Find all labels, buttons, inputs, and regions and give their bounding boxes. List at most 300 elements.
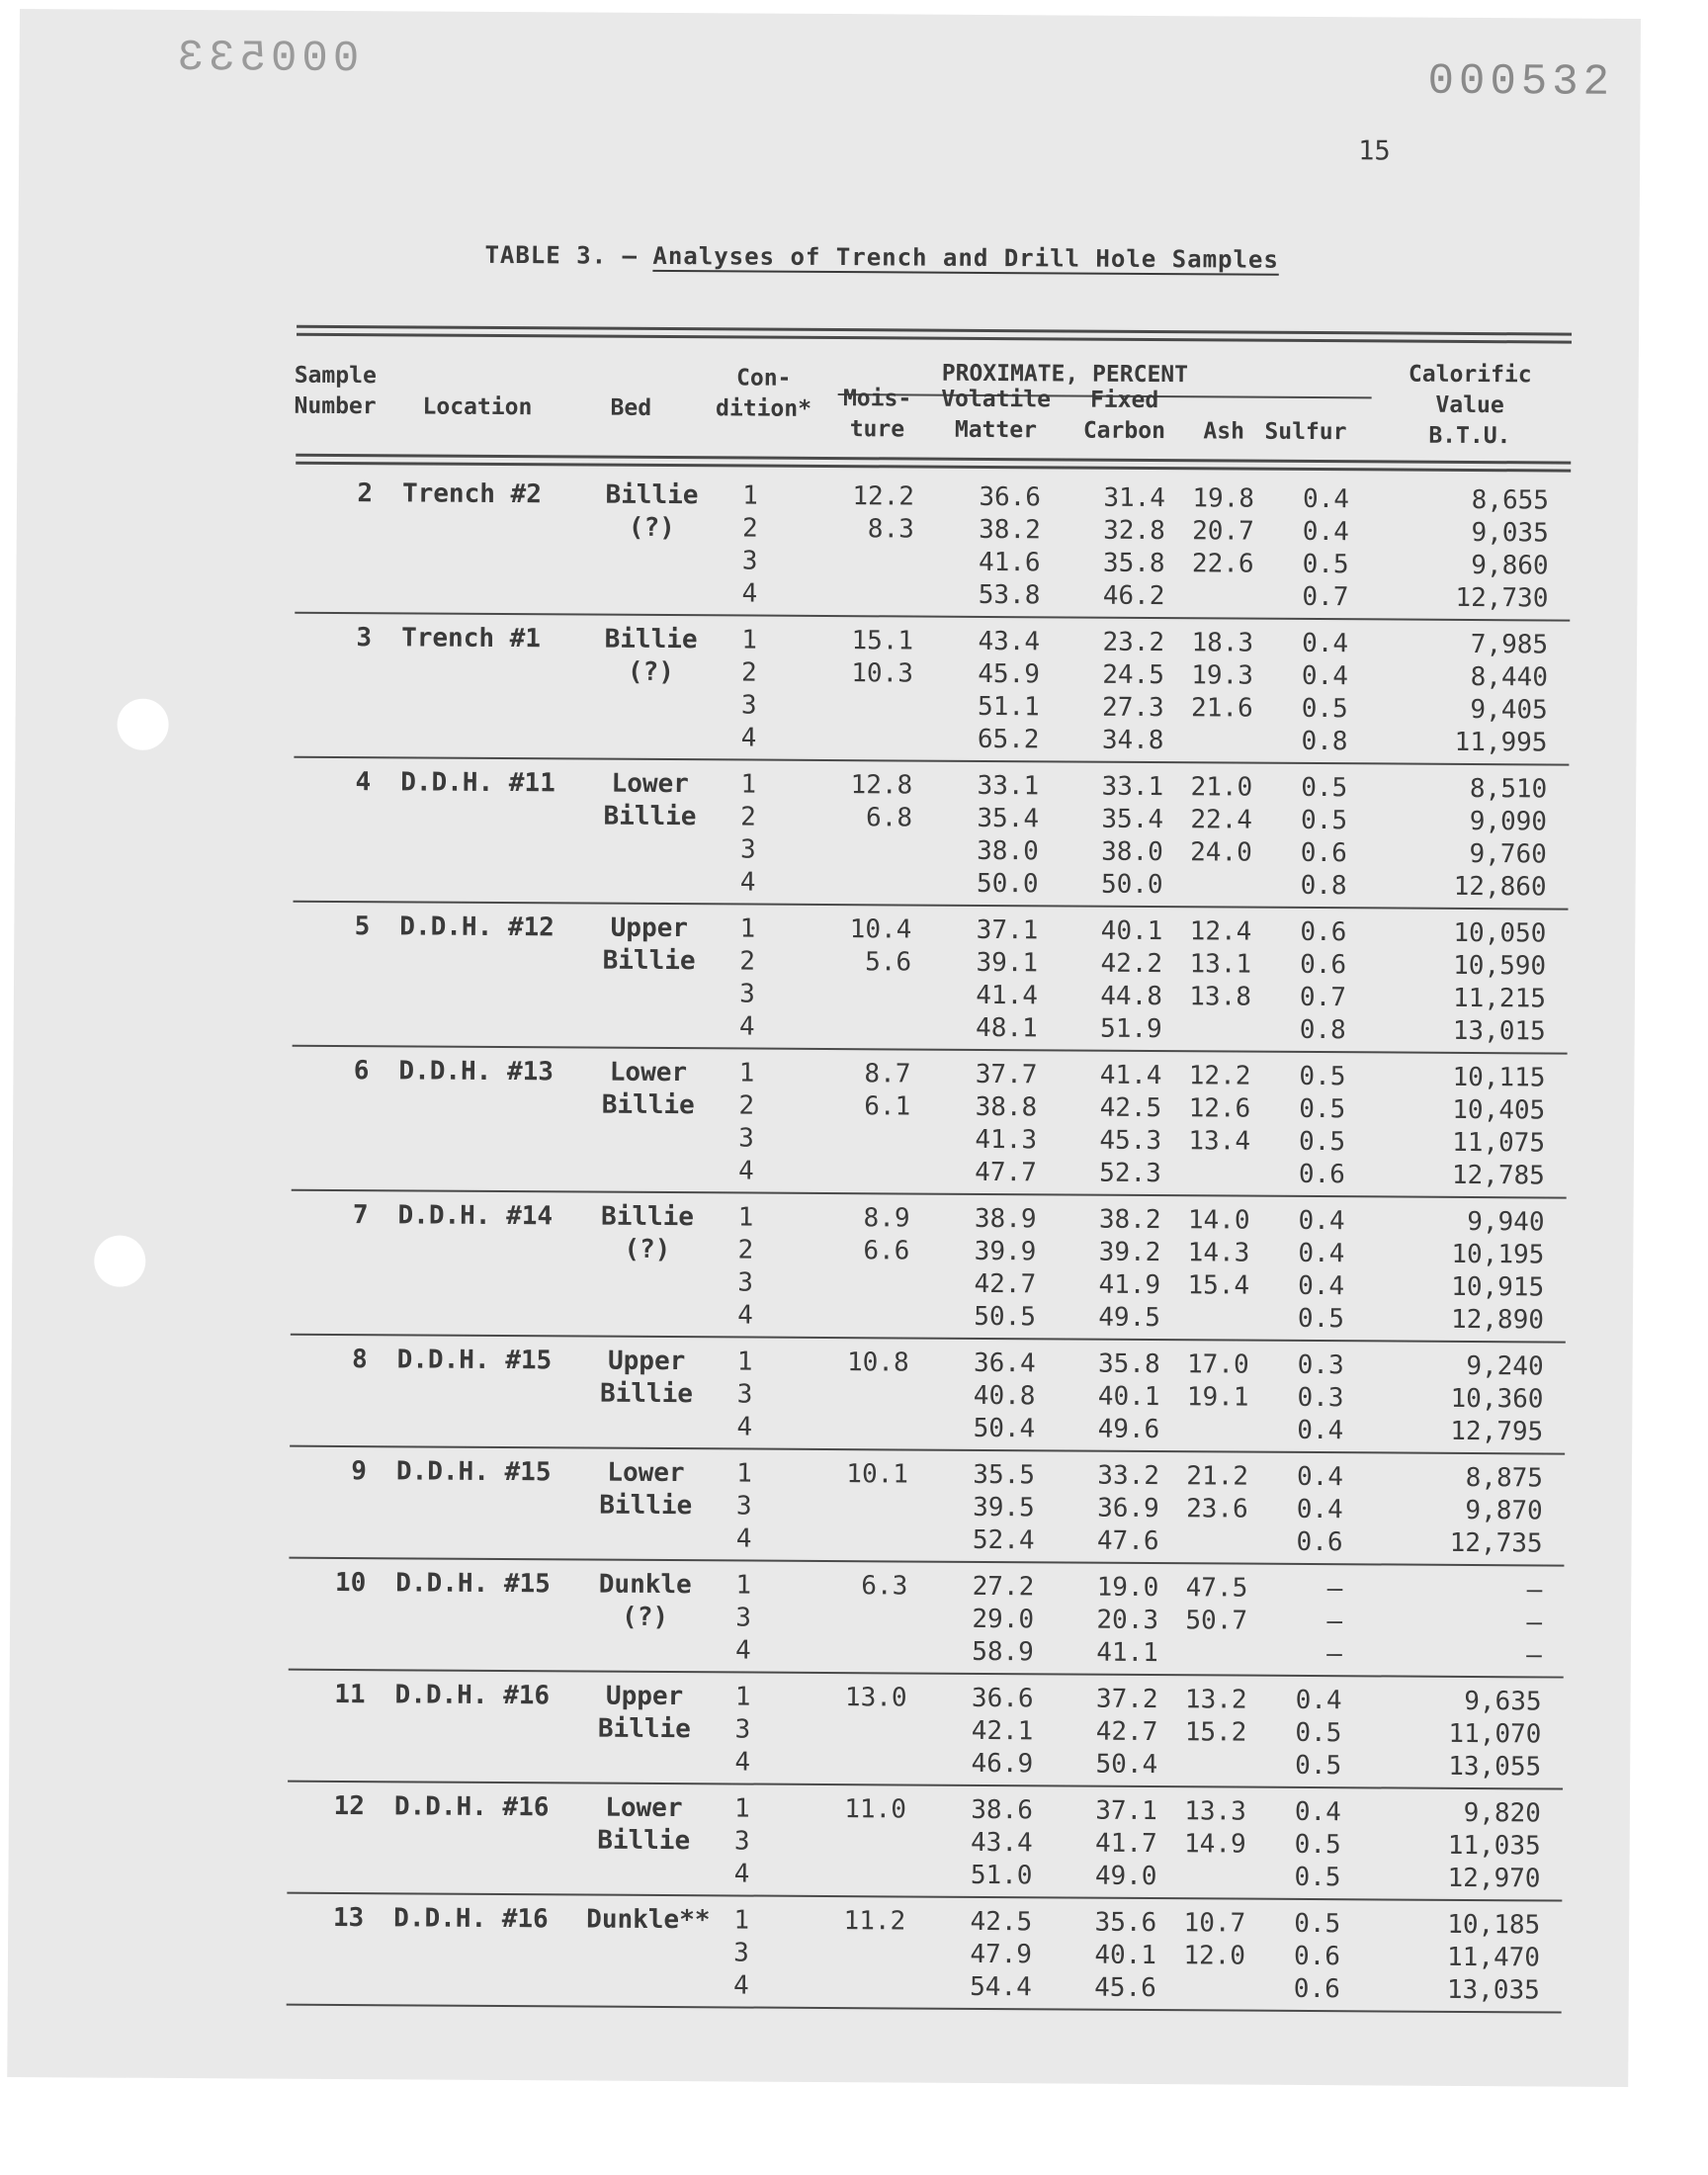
ash-cell: 13.2 (1184, 1685, 1247, 1715)
btu-cell: 12,730 (1455, 582, 1549, 614)
volatile-cell: 38.9 (974, 1203, 1037, 1235)
condition-cell: 3 (737, 1267, 754, 1298)
bed-cell: Billie (601, 1089, 695, 1121)
bed-cell: Upper (610, 913, 689, 944)
btu-cell: — (1526, 1575, 1543, 1606)
location-cell: D.D.H. #16 (393, 1791, 550, 1823)
moisture-cell (820, 1635, 907, 1636)
fixed-carbon-cell: 40.1 (1100, 915, 1163, 947)
bed-cell: Billie (602, 945, 696, 977)
bed-cell: Upper (607, 1346, 686, 1377)
condition-cell: 3 (734, 1714, 751, 1745)
volatile-cell: 37.1 (976, 914, 1039, 946)
volatile-cell: 51.1 (978, 691, 1040, 723)
sulfur-cell: 0.4 (1294, 1796, 1341, 1828)
moisture-cell (818, 1970, 905, 1971)
sulfur-cell: 0.8 (1301, 726, 1348, 757)
moisture-cell (825, 867, 912, 868)
btu-cell: — (1526, 1640, 1542, 1671)
moisture-cell: 8.7 (864, 1059, 911, 1089)
moisture-cell: 10.1 (846, 1459, 909, 1490)
bed-cell: Lower (611, 768, 689, 800)
condition-cell: 3 (736, 1379, 753, 1410)
document-page (7, 9, 1641, 2087)
condition-cell: 1 (741, 625, 758, 655)
header-condition: Con- dition* (716, 365, 812, 422)
fixed-carbon-cell: 42.2 (1100, 948, 1163, 980)
volatile-cell: 43.4 (978, 626, 1041, 657)
sulfur-cell: — (1326, 1639, 1342, 1670)
fixed-carbon-cell: 46.2 (1102, 580, 1165, 612)
sample-number-cell: 6 (353, 1056, 370, 1087)
condition-cell: 4 (735, 1523, 752, 1554)
condition-cell: 4 (737, 1300, 753, 1331)
bed-cell: Upper (605, 1681, 684, 1712)
sulfur-cell: 0.8 (1299, 1014, 1346, 1046)
fixed-carbon-cell: 35.4 (1101, 804, 1164, 835)
sulfur-cell: 0.5 (1295, 1750, 1342, 1782)
volatile-cell: 41.6 (978, 547, 1041, 578)
ash-cell: 19.1 (1186, 1382, 1249, 1413)
bed-cell: Lower (609, 1057, 688, 1088)
row-group-divider (292, 1189, 1567, 1199)
sulfur-cell: 0.6 (1300, 916, 1347, 948)
fixed-carbon-cell: 19.0 (1096, 1572, 1159, 1604)
sulfur-cell: 0.6 (1300, 949, 1347, 981)
condition-cell: 1 (740, 769, 757, 800)
btu-cell: 9,860 (1471, 550, 1549, 581)
volatile-cell: 38.6 (971, 1794, 1033, 1826)
sample-number-cell: 12 (333, 1790, 366, 1822)
header-fixed: Fixed Carbon (1082, 387, 1166, 445)
volatile-cell: 36.6 (971, 1683, 1034, 1714)
btu-cell: 9,820 (1463, 1797, 1541, 1829)
condition-cell: 4 (734, 1747, 751, 1778)
volatile-cell: 51.0 (970, 1860, 1033, 1891)
fixed-carbon-cell: 40.1 (1097, 1381, 1160, 1413)
sulfur-cell: 0.5 (1295, 1717, 1342, 1749)
ash-cell: 22.6 (1191, 549, 1254, 579)
sample-number-cell: 7 (352, 1200, 369, 1231)
fixed-carbon-cell: 35.8 (1102, 548, 1165, 579)
bed-cell: (?) (627, 656, 675, 688)
ash-cell: 21.2 (1186, 1461, 1249, 1492)
moisture-cell: 12.8 (850, 770, 913, 801)
sulfur-cell: 0.5 (1294, 1829, 1341, 1861)
bed-cell: Billie (605, 479, 699, 511)
volatile-cell: 42.5 (970, 1906, 1033, 1938)
ash-cell: 13.4 (1188, 1126, 1251, 1157)
ash-cell: 15.4 (1187, 1270, 1250, 1301)
bed-cell: (?) (622, 1602, 669, 1633)
ash-cell: 21.6 (1191, 693, 1253, 724)
fixed-carbon-cell: 51.9 (1100, 1013, 1162, 1045)
fixed-carbon-cell: 42.5 (1099, 1092, 1162, 1124)
volatile-cell: 35.5 (973, 1459, 1036, 1491)
sulfur-cell: 0.4 (1296, 1461, 1344, 1493)
ash-cell: 19.8 (1192, 483, 1255, 514)
volatile-cell: 42.1 (971, 1715, 1034, 1747)
btu-cell: 12,735 (1449, 1527, 1543, 1559)
location-cell: D.D.H. #14 (397, 1200, 554, 1232)
condition-cell: 3 (738, 1123, 754, 1154)
ash-cell: 12.6 (1188, 1093, 1251, 1124)
ash-cell: 14.0 (1187, 1205, 1250, 1236)
btu-cell: 12,785 (1451, 1160, 1545, 1191)
volatile-cell: 38.8 (975, 1091, 1038, 1123)
fixed-carbon-cell: 23.2 (1102, 627, 1165, 658)
fixed-carbon-cell: 38.0 (1101, 836, 1163, 868)
sulfur-cell: 0.5 (1297, 1303, 1345, 1335)
volatile-cell: 36.4 (973, 1348, 1036, 1379)
table-title-text: Analyses of Trench and Drill Hole Samples (652, 241, 1279, 274)
sample-number-cell: 11 (334, 1679, 366, 1710)
sulfur-cell: 0.4 (1296, 1494, 1343, 1525)
moisture-cell (821, 1412, 908, 1413)
btu-cell: 9,870 (1465, 1495, 1543, 1526)
moisture-cell: 12.2 (852, 481, 915, 512)
header-calorific: Calorific Value B.T.U. (1408, 361, 1532, 450)
sulfur-cell: — (1326, 1574, 1343, 1605)
fixed-carbon-cell: 52.3 (1099, 1158, 1161, 1189)
page-number: 15 (1358, 135, 1391, 167)
condition-cell: 2 (740, 802, 756, 832)
moisture-cell (827, 578, 914, 579)
moisture-cell: 15.1 (851, 626, 914, 656)
ash-cell: 12.4 (1189, 916, 1252, 947)
volatile-cell: 50.5 (974, 1301, 1037, 1333)
table-title-prefix: TABLE 3. — (484, 240, 639, 270)
condition-cell: 3 (733, 1826, 750, 1857)
header-moisture: Mois- ture (842, 386, 912, 443)
fixed-carbon-cell: 38.2 (1098, 1204, 1161, 1236)
location-cell: D.D.H. #13 (398, 1056, 555, 1088)
volatile-cell: 47.9 (970, 1939, 1033, 1970)
condition-cell: 2 (739, 946, 756, 977)
condition-cell: 4 (738, 1011, 755, 1042)
condition-cell: 1 (733, 1905, 750, 1936)
sulfur-cell: 0.5 (1299, 1061, 1346, 1092)
sulfur-cell: 0.3 (1297, 1382, 1344, 1414)
condition-cell: 1 (734, 1682, 751, 1712)
volatile-cell: 35.4 (977, 803, 1040, 834)
sample-number-cell: 4 (355, 767, 372, 798)
volatile-cell: 39.9 (974, 1236, 1037, 1267)
sulfur-cell: 0.4 (1298, 1270, 1345, 1302)
ash-cell: 22.4 (1190, 805, 1253, 835)
sulfur-cell: 0.3 (1297, 1349, 1344, 1381)
btu-cell: 11,215 (1452, 983, 1547, 1014)
volatile-cell: 65.2 (977, 724, 1040, 755)
btu-cell: 13,055 (1448, 1751, 1542, 1783)
sulfur-cell: 0.4 (1298, 1205, 1345, 1237)
fixed-carbon-cell: 41.7 (1094, 1828, 1157, 1860)
punch-hole (94, 1235, 145, 1286)
ash-cell: 13.1 (1189, 949, 1252, 980)
volatile-cell: 50.0 (976, 868, 1039, 900)
sulfur-cell: 0.4 (1301, 660, 1349, 692)
row-group-divider (290, 1445, 1565, 1455)
location-cell: D.D.H. #15 (395, 1456, 552, 1488)
ash-cell: 12.0 (1183, 1941, 1246, 1971)
btu-cell: 11,075 (1452, 1127, 1546, 1159)
btu-cell: 11,070 (1448, 1718, 1542, 1750)
fixed-carbon-cell: 50.0 (1100, 869, 1163, 901)
fixed-carbon-cell: 31.4 (1103, 482, 1166, 514)
condition-cell: 3 (740, 690, 757, 721)
volatile-cell: 41.4 (976, 980, 1039, 1011)
sulfur-cell: 0.7 (1302, 581, 1349, 613)
header-location: Location (422, 393, 533, 421)
sample-number-cell: 9 (351, 1456, 368, 1487)
bed-cell: Billie (604, 624, 698, 655)
btu-cell: 12,890 (1450, 1304, 1545, 1336)
btu-cell: 10,590 (1453, 950, 1547, 982)
ash-cell: 20.7 (1192, 516, 1254, 547)
bed-cell: Billie (603, 801, 697, 832)
btu-cell: 9,240 (1466, 1350, 1544, 1382)
volatile-cell: 33.1 (977, 770, 1040, 802)
volatile-cell: 46.9 (971, 1748, 1034, 1780)
location-cell: D.D.H. #16 (393, 1903, 549, 1935)
btu-cell: 13,015 (1452, 1015, 1546, 1047)
row-group-divider (294, 756, 1569, 766)
ash-cell: 10.7 (1183, 1908, 1246, 1939)
btu-cell: 11,035 (1447, 1830, 1541, 1862)
header-sample: Sample Number (294, 362, 377, 420)
location-cell: D.D.H. #11 (400, 767, 555, 799)
btu-cell: 9,090 (1469, 806, 1548, 837)
header-volatile: Volatile Matter (941, 386, 1052, 444)
fixed-carbon-cell: 42.7 (1095, 1716, 1158, 1748)
fixed-carbon-cell: 49.0 (1094, 1861, 1157, 1892)
condition-cell: 2 (737, 1235, 754, 1265)
sulfur-cell: 0.6 (1300, 837, 1347, 869)
volatile-cell: 42.7 (974, 1268, 1037, 1300)
volatile-cell: 47.7 (975, 1157, 1037, 1188)
fixed-carbon-cell: 44.8 (1100, 981, 1163, 1012)
condition-cell: 1 (739, 914, 756, 944)
moisture-cell (826, 723, 913, 724)
condition-cell: 3 (733, 1938, 749, 1968)
ash-cell: 23.6 (1186, 1494, 1248, 1524)
btu-cell: 7,985 (1470, 629, 1549, 660)
sulfur-cell: 0.6 (1296, 1526, 1343, 1558)
condition-cell: 3 (735, 1491, 752, 1522)
moisture-cell (819, 1747, 906, 1748)
volatile-cell: 48.1 (976, 1012, 1038, 1044)
ash-cell: 14.9 (1183, 1829, 1246, 1860)
condition-cell: 3 (735, 1603, 752, 1633)
volatile-cell: 53.8 (978, 579, 1041, 611)
sulfur-cell: 0.5 (1294, 1862, 1341, 1893)
btu-cell: 13,035 (1446, 1974, 1540, 2006)
moisture-cell: 6.1 (864, 1091, 911, 1122)
volatile-cell: 52.4 (972, 1524, 1035, 1556)
btu-cell: 10,185 (1447, 1909, 1541, 1941)
fixed-carbon-cell: 45.6 (1094, 1972, 1156, 2004)
bed-cell: Dunkle (598, 1569, 692, 1601)
condition-cell: 2 (741, 657, 757, 688)
bed-cell: Billie (601, 1201, 695, 1233)
moisture-cell: 10.4 (849, 914, 912, 945)
row-group-divider (289, 1557, 1564, 1567)
condition-cell: 2 (738, 1090, 755, 1121)
sulfur-cell: 0.8 (1300, 870, 1347, 902)
volatile-cell: 41.3 (975, 1124, 1038, 1156)
location-cell: Trench #2 (401, 478, 543, 510)
page-id-stamp: 000532 (1427, 56, 1615, 108)
fixed-carbon-cell: 49.6 (1097, 1414, 1160, 1445)
sulfur-cell: 0.5 (1301, 693, 1348, 725)
sulfur-cell: 0.5 (1301, 772, 1348, 804)
volatile-cell: 43.4 (970, 1827, 1033, 1859)
fixed-carbon-cell: 50.4 (1095, 1749, 1158, 1781)
bed-cell: Billie (599, 1378, 694, 1410)
btu-cell: 9,635 (1464, 1686, 1542, 1717)
ash-cell: 15.2 (1184, 1717, 1247, 1748)
btu-cell: 8,875 (1465, 1462, 1544, 1494)
condition-cell: 1 (742, 480, 758, 511)
btu-cell: 12,795 (1450, 1416, 1544, 1447)
row-group-divider (295, 612, 1570, 622)
sample-number-cell: 3 (356, 623, 373, 653)
btu-cell: 9,405 (1470, 694, 1548, 726)
condition-cell: 1 (737, 1202, 754, 1233)
volatile-cell: 40.8 (973, 1380, 1036, 1412)
moisture-cell: 10.3 (851, 658, 914, 689)
table-title (484, 241, 1279, 274)
fixed-carbon-cell: 49.5 (1098, 1302, 1161, 1334)
btu-cell: 8,510 (1469, 773, 1548, 805)
volatile-cell: 45.9 (978, 658, 1041, 690)
sulfur-cell: 0.4 (1302, 628, 1349, 659)
ash-cell: 13.8 (1189, 982, 1252, 1012)
moisture-cell: 8.9 (863, 1203, 910, 1234)
fixed-carbon-cell: 39.2 (1098, 1237, 1161, 1268)
bed-cell: Billie (597, 1713, 691, 1745)
ash-cell: 47.5 (1185, 1573, 1248, 1604)
moisture-cell (821, 1523, 908, 1524)
btu-cell: 10,405 (1452, 1094, 1546, 1126)
sulfur-cell: 0.4 (1302, 516, 1349, 548)
sample-number-cell: 5 (354, 912, 371, 942)
condition-cell: 1 (736, 1347, 753, 1377)
moisture-cell: 13.0 (844, 1683, 907, 1713)
condition-cell: 4 (732, 1970, 749, 2001)
btu-cell: 9,760 (1469, 838, 1547, 870)
sample-number-cell: 8 (351, 1345, 368, 1375)
location-cell: D.D.H. #16 (394, 1680, 551, 1711)
ash-cell: 50.7 (1185, 1606, 1248, 1636)
fixed-carbon-cell: 41.4 (1099, 1060, 1162, 1091)
condition-cell: 4 (733, 1859, 750, 1889)
bed-cell: Lower (605, 1792, 683, 1824)
fixed-carbon-cell: 32.8 (1103, 515, 1165, 547)
moisture-cell: 11.0 (844, 1794, 906, 1825)
btu-cell: 12,970 (1447, 1863, 1541, 1894)
condition-cell: 4 (734, 1635, 751, 1666)
fixed-carbon-cell: 20.3 (1096, 1605, 1159, 1636)
btu-cell: 10,915 (1451, 1271, 1545, 1303)
ash-cell: 17.0 (1186, 1349, 1249, 1380)
moisture-cell (823, 1156, 910, 1157)
fixed-carbon-cell: 37.1 (1095, 1795, 1157, 1827)
sulfur-cell: 0.4 (1297, 1415, 1344, 1446)
bleed-through-stamp: 000533 (172, 33, 360, 85)
ash-cell: 12.2 (1188, 1061, 1251, 1091)
btu-cell: 11,470 (1446, 1942, 1541, 1973)
fixed-carbon-cell: 40.1 (1094, 1940, 1157, 1971)
volatile-cell: 29.0 (972, 1604, 1035, 1635)
header-bed: Bed (610, 394, 652, 421)
condition-cell: 4 (739, 867, 756, 898)
row-group-divider (289, 1669, 1564, 1679)
bed-cell: (?) (624, 1234, 671, 1265)
volatile-cell: 39.1 (976, 947, 1039, 979)
bed-cell: (?) (628, 512, 675, 544)
btu-cell: 10,115 (1452, 1062, 1546, 1093)
ash-cell: 19.3 (1191, 660, 1254, 691)
moisture-cell (822, 1300, 909, 1301)
punch-hole (117, 699, 168, 750)
condition-cell: 1 (733, 1793, 750, 1824)
moisture-cell: 6.6 (863, 1236, 910, 1266)
sulfur-cell: 0.5 (1299, 1093, 1346, 1125)
sulfur-cell: 0.6 (1293, 1973, 1340, 2005)
bed-cell: Lower (607, 1457, 685, 1489)
row-group-divider (288, 1781, 1563, 1790)
volatile-cell: 38.2 (979, 514, 1041, 546)
volatile-cell: 27.2 (972, 1571, 1035, 1603)
condition-cell: 4 (740, 723, 757, 753)
fixed-carbon-cell: 36.9 (1097, 1493, 1159, 1524)
sulfur-cell: 0.5 (1300, 805, 1348, 836)
row-group-divider (287, 2004, 1562, 2014)
condition-cell: 4 (736, 1412, 753, 1442)
condition-cell: 4 (737, 1156, 754, 1186)
fixed-carbon-cell: 27.3 (1102, 692, 1164, 724)
fixed-carbon-cell: 33.2 (1097, 1460, 1160, 1492)
fixed-carbon-cell: 47.6 (1096, 1525, 1159, 1557)
location-cell: D.D.H. #15 (395, 1568, 551, 1600)
row-group-divider (293, 1045, 1568, 1055)
bed-cell: Dunkle** (586, 1904, 711, 1936)
volatile-cell: 50.4 (973, 1413, 1036, 1444)
fixed-carbon-cell: 41.9 (1098, 1269, 1161, 1301)
sulfur-cell: 0.4 (1302, 483, 1350, 515)
row-group-divider (294, 901, 1569, 911)
sulfur-cell: 0.5 (1294, 1908, 1341, 1940)
sulfur-cell: 0.5 (1302, 549, 1349, 580)
sulfur-cell: 0.7 (1299, 982, 1347, 1013)
btu-cell: 10,195 (1451, 1239, 1545, 1270)
location-cell: Trench #1 (401, 623, 542, 654)
bed-cell: Billie (597, 1825, 691, 1857)
btu-cell: 10,050 (1453, 917, 1547, 949)
volatile-cell: 54.4 (970, 1971, 1032, 2003)
btu-cell: 9,035 (1471, 517, 1549, 549)
header-ash: Ash (1203, 418, 1245, 445)
condition-cell: 3 (739, 834, 756, 865)
fixed-carbon-cell: 35.6 (1094, 1907, 1157, 1939)
ash-cell: 18.3 (1191, 628, 1254, 658)
ash-cell: 21.0 (1190, 772, 1253, 803)
btu-cell: 12,860 (1453, 871, 1547, 903)
btu-cell: 9,940 (1467, 1206, 1545, 1238)
location-cell: D.D.H. #12 (399, 912, 555, 943)
sulfur-cell: 0.4 (1295, 1685, 1342, 1716)
